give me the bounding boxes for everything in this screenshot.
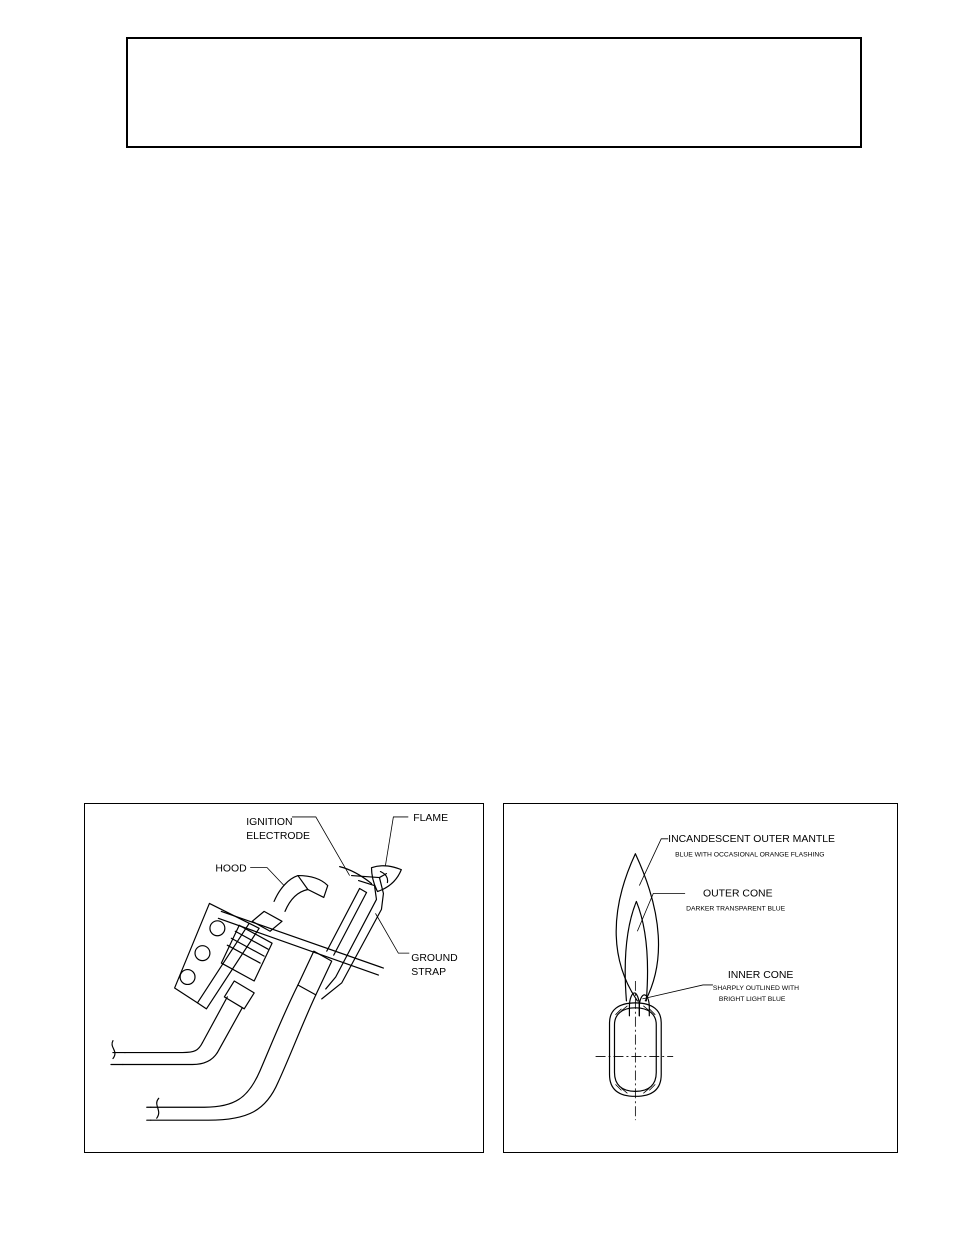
- pilot-flame: [371, 866, 401, 892]
- header-box: [126, 37, 862, 148]
- hood-leader: [250, 868, 284, 886]
- hood-label: HOOD: [215, 863, 247, 875]
- inner-cone-label: INNER CONE: [727, 970, 794, 981]
- outer-cone-leader: [637, 893, 685, 931]
- outer-cone-label: OUTER CONE: [702, 888, 773, 900]
- ground-label-line1: GROUND: [411, 953, 458, 965]
- flame-characteristics-figure: [503, 803, 898, 1153]
- inner-cone-desc-line1: SHARPLY OUTLINED WITH: [712, 984, 799, 992]
- outer-cone-desc: DARKER TRANSPARENT BLUE: [686, 905, 786, 913]
- ignition-electrode: [147, 867, 372, 1121]
- flame-characteristics-drawing: [504, 804, 897, 1152]
- pilot-assembly-figure: [84, 803, 484, 1153]
- outer-mantle-shape: [616, 854, 658, 1001]
- ignition-label-line2: ELECTRODE: [246, 830, 311, 842]
- inner-cone-leader: [642, 985, 713, 999]
- ground-strap: [322, 874, 387, 999]
- flame-label: FLAME: [413, 812, 449, 824]
- ignition-label-line1: IGNITION: [246, 816, 293, 828]
- flame-leader: [385, 817, 408, 866]
- outer-mantle-label: INCANDESCENT OUTER MANTLE: [668, 833, 836, 845]
- ground-label-line2: STRAP: [411, 967, 447, 979]
- outer-mantle-desc: BLUE WITH OCCASIONAL ORANGE FLASHING: [675, 851, 825, 859]
- burner-port: [596, 981, 674, 1120]
- outer-mantle-leader: [639, 839, 668, 886]
- pilot-assembly-drawing: [85, 804, 483, 1152]
- inner-cone-desc-line2: BRIGHT LIGHT BLUE: [718, 995, 786, 1003]
- ground-leader: [375, 913, 409, 953]
